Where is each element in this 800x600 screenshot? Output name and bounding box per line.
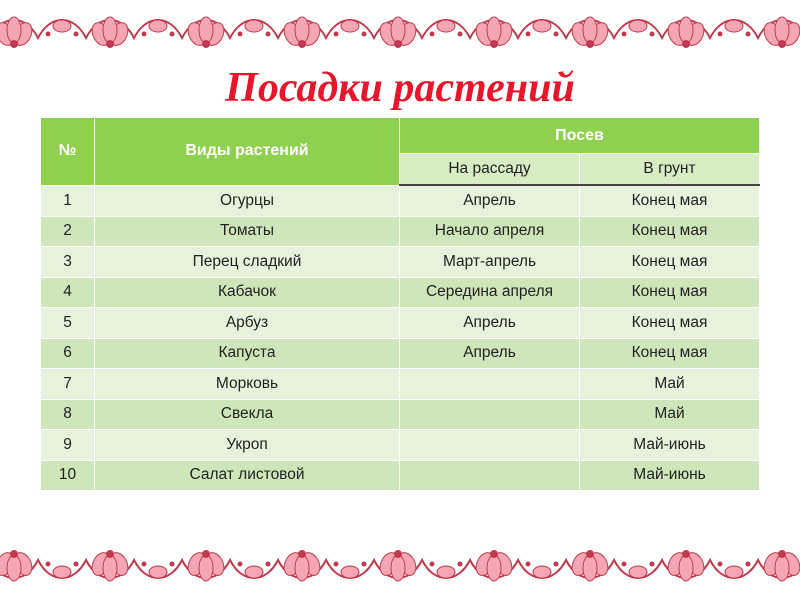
cell-number: 3 bbox=[41, 247, 95, 278]
cell-number: 1 bbox=[41, 185, 95, 216]
table-header-row bbox=[41, 118, 760, 154]
flower-icon bbox=[761, 17, 800, 48]
cell-plant: Салат листовой bbox=[95, 460, 400, 491]
table-row bbox=[41, 338, 760, 369]
cell-open-ground: Май-июнь bbox=[580, 460, 760, 491]
cell-seedlings: Апрель bbox=[400, 308, 580, 339]
cell-open-ground: Конец мая bbox=[580, 338, 760, 369]
flower-icon bbox=[761, 550, 800, 581]
flower-icon bbox=[377, 550, 420, 581]
table-row bbox=[41, 460, 760, 491]
cell-open-ground: Май bbox=[580, 399, 760, 430]
cell-open-ground: Конец мая bbox=[580, 185, 760, 216]
table-row bbox=[41, 247, 760, 278]
flower-icon bbox=[665, 17, 708, 48]
table-row bbox=[41, 308, 760, 339]
cell-plant: Укроп bbox=[95, 430, 400, 461]
cell-seedlings bbox=[400, 369, 580, 400]
flower-icon bbox=[281, 550, 324, 581]
cell-plant: Перец сладкий bbox=[95, 247, 400, 278]
flower-icon bbox=[185, 550, 228, 581]
table-row bbox=[41, 399, 760, 430]
cell-open-ground: Конец мая bbox=[580, 308, 760, 339]
cell-seedlings bbox=[400, 430, 580, 461]
flower-icon bbox=[569, 550, 612, 581]
header-open-ground: В грунт bbox=[580, 154, 760, 186]
cell-plant: Томаты bbox=[95, 216, 400, 247]
table-row bbox=[41, 185, 760, 216]
bottom-floral-border bbox=[0, 532, 800, 594]
cell-open-ground: Май-июнь bbox=[580, 430, 760, 461]
header-sowing: Посев bbox=[400, 118, 760, 154]
flower-icon bbox=[281, 17, 324, 48]
cell-number: 10 bbox=[41, 460, 95, 491]
cell-plant: Свекла bbox=[95, 399, 400, 430]
cell-plant: Кабачок bbox=[95, 277, 400, 308]
cell-open-ground: Конец мая bbox=[580, 277, 760, 308]
cell-plant: Арбуз bbox=[95, 308, 400, 339]
flower-icon bbox=[569, 17, 612, 48]
planting-table bbox=[40, 117, 760, 491]
cell-number: 5 bbox=[41, 308, 95, 339]
table-body bbox=[41, 185, 760, 491]
table-row bbox=[41, 216, 760, 247]
cell-number: 2 bbox=[41, 216, 95, 247]
cell-number: 6 bbox=[41, 338, 95, 369]
header-plant-type: Виды растений bbox=[95, 118, 400, 186]
floral-ornament-svg bbox=[0, 532, 800, 594]
cell-seedlings: Апрель bbox=[400, 338, 580, 369]
cell-open-ground: Конец мая bbox=[580, 216, 760, 247]
flower-icon bbox=[665, 550, 708, 581]
flower-icon bbox=[377, 17, 420, 48]
cell-seedlings: Апрель bbox=[400, 185, 580, 216]
flower-icon bbox=[89, 550, 132, 581]
cell-seedlings bbox=[400, 460, 580, 491]
table-row bbox=[41, 369, 760, 400]
flower-icon bbox=[185, 17, 228, 48]
cell-open-ground: Май bbox=[580, 369, 760, 400]
cell-number: 7 bbox=[41, 369, 95, 400]
cell-seedlings: Начало апреля bbox=[400, 216, 580, 247]
table-row bbox=[41, 277, 760, 308]
cell-number: 9 bbox=[41, 430, 95, 461]
header-number: № bbox=[41, 118, 95, 186]
flower-icon bbox=[89, 17, 132, 48]
cell-plant: Капуста bbox=[95, 338, 400, 369]
floral-ornament-svg bbox=[0, 4, 800, 66]
cell-plant: Морковь bbox=[95, 369, 400, 400]
flower-icon bbox=[473, 550, 516, 581]
cell-number: 4 bbox=[41, 277, 95, 308]
page-title: Посадки растений bbox=[225, 65, 575, 111]
top-floral-border bbox=[0, 4, 800, 66]
cell-open-ground: Конец мая bbox=[580, 247, 760, 278]
header-seedlings: На рассаду bbox=[400, 154, 580, 186]
cell-seedlings: Середина апреля bbox=[400, 277, 580, 308]
cell-seedlings: Март-апрель bbox=[400, 247, 580, 278]
cell-seedlings bbox=[400, 399, 580, 430]
table-row bbox=[41, 430, 760, 461]
cell-number: 8 bbox=[41, 399, 95, 430]
cell-plant: Огурцы bbox=[95, 185, 400, 216]
flower-icon bbox=[473, 17, 516, 48]
